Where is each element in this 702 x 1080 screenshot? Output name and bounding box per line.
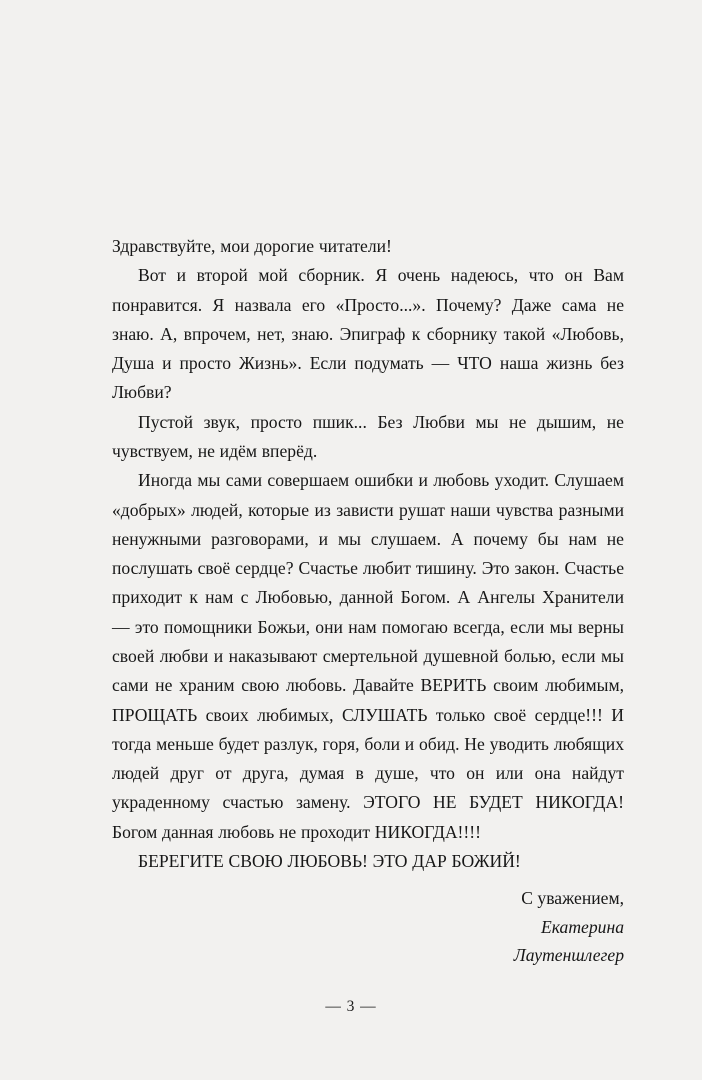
page-body-text: [112, 232, 624, 876]
paragraph-3: Иногда мы сами совершаем ошибки и любовь уходит. Слушаем «добрых» людей, которые из зависти рушат наши чувства разными ненужными разговорами, и мы слушаем. А почему бы нам не послушать своё сердце? Счастье любит тишину. Это закон. Счастье приходит к нам с Любовью, данной Богом. А Ангелы Хранители — это помощники Божьи, они нам помогаю всегда, если мы верны своей любви и наказывают смертельной душевной болью, если мы сами не храним свою любовь. Давайте ВЕРИТЬ своим любимым, ПРОЩАТЬ своих любимых, СЛУШАТЬ только своё сердце!!! И тогда меньше будет разлук, горя, боли и обид. Не уводить любящих людей друг от друга, думая в душе, что он или она найдут украденному счастью замену. ЭТОГО НЕ БУДЕТ НИКОГДА! Богом данная любовь не проходит НИКОГДА!!!!: [112, 470, 624, 842]
signature-regards: С уважением,: [521, 888, 624, 908]
signature-last-name: Лаутеншлегер: [513, 945, 624, 966]
paragraph-greeting: Здравствуйте, мои дорогие читатели!: [112, 236, 392, 256]
paragraph-1: Вот и второй мой сборник. Я очень надеюсь, что он Вам понравится. Я назвала его «Просто...». Почему? Даже сама не знаю. А, впрочем, нет, знаю. Эпиграф к сборнику такой «Любовь, Душа и просто Жизнь». Если подумать — ЧТО наша жизнь без Любви?: [112, 265, 624, 403]
paragraph-2: Пустой звук, просто пшик... Без Любви мы не дышим, не чувствуем, не идём вперёд.: [112, 411, 624, 461]
page-number: — 3 —: [325, 998, 377, 1015]
author-signature: [324, 884, 624, 970]
paragraph-closing-exclamation: БЕРЕГИТЕ СВОЮ ЛЮБОВЬ! ЭТО ДАР БОЖИЙ!: [138, 850, 521, 871]
signature-first-name: Екатерина: [541, 916, 624, 937]
